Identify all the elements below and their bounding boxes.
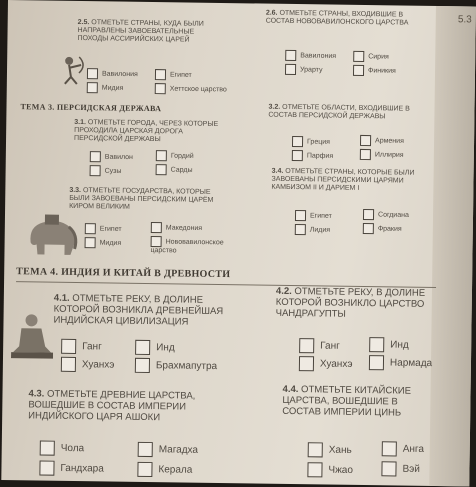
- option[interactable]: Магадха: [138, 442, 198, 458]
- checkbox[interactable]: [155, 83, 166, 94]
- option[interactable]: Анга: [382, 441, 424, 457]
- option[interactable]: Вавилония: [87, 68, 138, 80]
- question-3-2: 3.2. ОТМЕТЬТЕ ОБЛАСТИ, ВХОДИВШИЕ В СОСТАВ ПЕРСИДСКОЙ ДЕРЖАВЫ: [268, 103, 410, 121]
- option[interactable]: Египет: [85, 223, 122, 235]
- option[interactable]: Нововавилонское царство: [150, 236, 240, 255]
- option[interactable]: Мидия: [85, 237, 122, 249]
- option[interactable]: Македония: [151, 222, 202, 234]
- checkbox[interactable]: [360, 135, 371, 146]
- question-2-6: 2.6. ОТМЕТЬТЕ СТРАНЫ, ВХОДИВШИЕ В СОСТАВ НОВОВАВИЛОНСКОГО ЦАРСТВА: [265, 9, 409, 27]
- option[interactable]: Хеттское царство: [155, 83, 227, 95]
- option[interactable]: Нармада: [369, 355, 432, 371]
- checkbox[interactable]: [285, 50, 296, 61]
- checkbox[interactable]: [369, 355, 384, 370]
- option[interactable]: Египет: [155, 69, 192, 81]
- option[interactable]: Ганг: [299, 338, 340, 354]
- page-number: 5.3: [457, 14, 472, 26]
- question-4-1: 4.1. ОТМЕТЬТЕ РЕКУ, В ДОЛИНЕ КОТОРОЙ ВОЗНИКЛА ДРЕВНЕЙШАЯ ИНДИЙСКАЯ ЦИВИЛИЗАЦИЯ: [53, 292, 224, 328]
- topic-3-heading: ТЕМА 3. ПЕРСИДСКАЯ ДЕРЖАВА: [20, 102, 162, 114]
- checkbox[interactable]: [90, 151, 101, 162]
- question-3-4: 3.4. ОТМЕТЬТЕ СТРАНЫ, КОТОРЫЕ БЫЛИ ЗАВОЕВАНЫ ПЕРСИДСКИМИ ЦАРЯМИ КАМБИЗОМ II И ДАРИЕМ I: [271, 167, 415, 192]
- checkbox[interactable]: [363, 209, 374, 220]
- checkbox[interactable]: [40, 440, 55, 455]
- checkbox[interactable]: [135, 358, 150, 373]
- seated-figure-illustration: [11, 312, 54, 361]
- checkbox[interactable]: [85, 237, 96, 248]
- option[interactable]: Мидия: [87, 82, 124, 94]
- checkbox[interactable]: [39, 460, 54, 475]
- checkbox[interactable]: [156, 150, 167, 161]
- option[interactable]: Брахмапутра: [135, 358, 217, 374]
- checkbox[interactable]: [292, 136, 303, 147]
- option[interactable]: Греция: [292, 136, 330, 148]
- question-4-2: 4.2. ОТМЕТЬТЕ РЕКУ, В ДОЛИНЕ КОТОРОЙ ВОЗНИКЛО ЦАРСТВО ЧАНДРАГУПТЫ: [275, 285, 426, 320]
- option[interactable]: Керала: [137, 462, 192, 478]
- question-2-5: 2.5. ОТМЕТЬТЕ СТРАНЫ, КУДА БЫЛИ НАПРАВЛЕНЫ ЗАВОЕВАТЕЛЬНЫЕ ПОХОДЫ АССИРИЙСКИХ ЦАРЕЙ: [77, 18, 204, 44]
- checkbox[interactable]: [61, 357, 76, 372]
- checkbox[interactable]: [382, 441, 397, 456]
- checkbox[interactable]: [308, 442, 323, 457]
- option[interactable]: Гордий: [156, 150, 194, 162]
- option[interactable]: Лидия: [295, 224, 330, 235]
- option[interactable]: Иллирия: [360, 149, 404, 161]
- question-4-3: 4.3. ОТМЕТЬТЕ ДРЕВНИЕ ЦАРСТВА, ВОШЕДШИЕ В СОСТАВ ИМПЕРИИ ИНДИЙСКОГО ЦАРЯ АШОКИ: [28, 388, 196, 424]
- question-3-3: 3.3. ОТМЕТЬТЕ ГОСУДАРСТВА, КОТОРЫЕ БЫЛИ ЗАВОЕВАНЫ ПЕРСИДСКИМ ЦАРЁМ КИРОМ ВЕЛИКИМ: [69, 186, 214, 211]
- war-elephant-illustration: [24, 212, 81, 257]
- option[interactable]: Вэй: [381, 461, 420, 477]
- checkbox[interactable]: [381, 461, 396, 476]
- option[interactable]: Египет: [295, 210, 332, 222]
- checkbox[interactable]: [151, 222, 162, 233]
- checkbox[interactable]: [353, 51, 364, 62]
- option[interactable]: Инд: [135, 340, 175, 356]
- option[interactable]: Фракия: [363, 223, 402, 235]
- option[interactable]: Чола: [40, 440, 85, 456]
- checkbox[interactable]: [137, 462, 152, 477]
- archer-illustration: [59, 55, 85, 85]
- checkbox[interactable]: [292, 150, 303, 161]
- option[interactable]: Инд: [369, 337, 409, 353]
- checkbox[interactable]: [307, 462, 322, 477]
- question-4-4: 4.4. ОТМЕТЬТЕ КИТАЙСКИЕ ЦАРСТВА, ВОШЕДШИЕ В СОСТАВ ИМПЕРИИ ЦИНЬ: [282, 383, 412, 419]
- checkbox[interactable]: [156, 164, 167, 175]
- option[interactable]: Чжао: [307, 462, 353, 478]
- workbook-page: [1, 0, 476, 486]
- option[interactable]: Хуанхэ: [61, 357, 115, 373]
- checkbox[interactable]: [61, 339, 76, 354]
- checkbox[interactable]: [299, 356, 314, 371]
- option[interactable]: Сузы: [90, 165, 122, 176]
- option[interactable]: Согдиана: [363, 209, 409, 221]
- option[interactable]: Финикия: [353, 65, 396, 77]
- checkbox[interactable]: [363, 223, 374, 234]
- option[interactable]: Вавилон: [90, 151, 133, 163]
- checkbox[interactable]: [138, 442, 153, 457]
- checkbox[interactable]: [285, 64, 296, 75]
- option[interactable]: Хань: [308, 442, 352, 458]
- option[interactable]: Сарды: [156, 164, 193, 176]
- checkbox[interactable]: [151, 236, 162, 247]
- option[interactable]: Ганг: [61, 339, 102, 355]
- option[interactable]: Урарту: [285, 64, 323, 76]
- checkbox[interactable]: [369, 337, 384, 352]
- checkbox[interactable]: [135, 340, 150, 355]
- question-3-1: 3.1. ОТМЕТЬТЕ ГОРОДА, ЧЕРЕЗ КОТОРЫЕ ПРОХОДИЛА ЦАРСКАЯ ДОРОГА ПЕРСИДСКОЙ ДЕРЖАВЫ: [74, 118, 219, 144]
- checkbox[interactable]: [85, 223, 96, 234]
- option[interactable]: Гандхара: [39, 460, 104, 476]
- checkbox[interactable]: [295, 210, 306, 221]
- option[interactable]: Армения: [360, 135, 404, 147]
- checkbox[interactable]: [155, 69, 166, 80]
- option[interactable]: Хуанхэ: [299, 356, 353, 372]
- checkbox[interactable]: [90, 165, 101, 176]
- checkbox[interactable]: [360, 149, 371, 160]
- checkbox[interactable]: [87, 82, 98, 93]
- option[interactable]: Парфия: [292, 150, 333, 162]
- checkbox[interactable]: [295, 224, 306, 235]
- option[interactable]: Вавилония: [285, 50, 336, 62]
- page-edge: [429, 6, 476, 487]
- topic-4-heading: ТЕМА 4. ИНДИЯ И КИТАЙ В ДРЕВНОСТИ: [16, 266, 231, 281]
- checkbox[interactable]: [87, 68, 98, 79]
- checkbox[interactable]: [353, 65, 364, 76]
- option[interactable]: Сирия: [353, 51, 389, 62]
- checkbox[interactable]: [299, 338, 314, 353]
